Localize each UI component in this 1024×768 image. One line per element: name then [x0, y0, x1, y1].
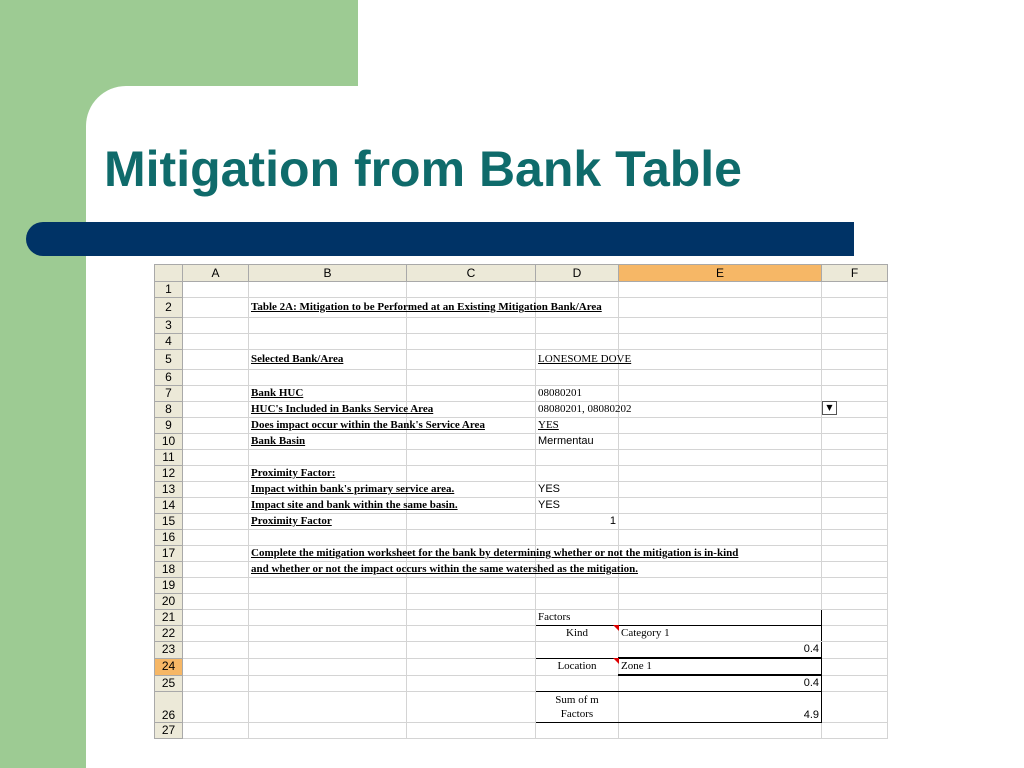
row-header[interactable]: 7: [155, 386, 183, 402]
cell[interactable]: [822, 626, 888, 642]
slide-title: Mitigation from Bank Table: [104, 141, 742, 197]
row-12: [155, 466, 888, 482]
cell[interactable]: [822, 675, 888, 692]
row-3: [155, 318, 888, 334]
column-header-c[interactable]: C: [407, 265, 536, 282]
proximity-factor-value[interactable]: 1: [536, 514, 619, 530]
cell[interactable]: [619, 610, 822, 626]
factors-header[interactable]: Factors: [536, 610, 619, 626]
row-1: [155, 282, 888, 298]
cell[interactable]: [619, 386, 822, 402]
cell[interactable]: [183, 450, 249, 466]
cell[interactable]: [183, 318, 249, 334]
cell[interactable]: [619, 594, 822, 610]
row-header[interactable]: 9: [155, 418, 183, 434]
row-header[interactable]: 24: [155, 658, 183, 675]
sum-factors-label[interactable]: [536, 692, 619, 723]
cell[interactable]: [183, 626, 249, 642]
cell[interactable]: [183, 610, 249, 626]
cell[interactable]: [249, 626, 407, 642]
row-header[interactable]: 27: [155, 723, 183, 739]
cell[interactable]: [619, 418, 822, 434]
column-header-f[interactable]: F: [822, 265, 888, 282]
row-header[interactable]: 21: [155, 610, 183, 626]
cell[interactable]: [407, 450, 536, 466]
cell[interactable]: [183, 418, 249, 434]
cell[interactable]: [619, 450, 822, 466]
hucs-included-label[interactable]: HUC's Included in Banks Service Area: [249, 402, 407, 418]
row-header[interactable]: 19: [155, 578, 183, 594]
row-5: [155, 350, 888, 370]
cell[interactable]: [536, 723, 619, 739]
row-2: [155, 298, 888, 318]
cell[interactable]: [536, 530, 619, 546]
same-basin-value[interactable]: YES: [536, 498, 619, 514]
cell[interactable]: [619, 318, 822, 334]
cell[interactable]: [183, 386, 249, 402]
proximity-factor-label[interactable]: Proximity Factor: [249, 514, 407, 530]
row-header[interactable]: 2: [155, 298, 183, 318]
cell[interactable]: [536, 450, 619, 466]
cell[interactable]: [822, 562, 888, 578]
cell[interactable]: [407, 334, 536, 350]
cell[interactable]: [619, 562, 822, 578]
cell[interactable]: [249, 318, 407, 334]
row-header[interactable]: 14: [155, 498, 183, 514]
sum-factors-value[interactable]: 4.9: [619, 692, 822, 723]
service-area-answer[interactable]: YES: [536, 418, 619, 434]
cell[interactable]: [619, 298, 822, 318]
row-23: [155, 642, 888, 659]
row-8: [155, 402, 888, 418]
cell[interactable]: [183, 642, 249, 659]
cell[interactable]: [407, 370, 536, 386]
cell[interactable]: [407, 318, 536, 334]
cell[interactable]: [183, 546, 249, 562]
cell[interactable]: [183, 370, 249, 386]
bank-basin-label[interactable]: Bank Basin: [249, 434, 407, 450]
row-header[interactable]: 16: [155, 530, 183, 546]
instruction-line-1[interactable]: Complete the mitigation worksheet for the bank by determining whether or not the mitigation is in-kind: [249, 546, 407, 562]
cell[interactable]: [822, 530, 888, 546]
cell[interactable]: [183, 466, 249, 482]
cell[interactable]: [619, 530, 822, 546]
bank-huc-value[interactable]: 08080201: [536, 386, 619, 402]
column-header-row: [155, 265, 888, 282]
cell[interactable]: [249, 334, 407, 350]
cell[interactable]: [822, 318, 888, 334]
row-header[interactable]: 1: [155, 282, 183, 298]
cell[interactable]: [822, 386, 888, 402]
title-underline-bar: [26, 222, 854, 256]
row-header[interactable]: 12: [155, 466, 183, 482]
cell[interactable]: [822, 450, 888, 466]
cell[interactable]: [822, 723, 888, 739]
column-header-e[interactable]: E: [619, 265, 822, 282]
cell[interactable]: [249, 692, 407, 723]
cell[interactable]: [822, 298, 888, 318]
row-22: [155, 626, 888, 642]
location-dropdown-button[interactable]: [822, 401, 837, 415]
row-header[interactable]: 23: [155, 642, 183, 659]
cell[interactable]: [619, 482, 822, 498]
sum-factors-label-line-1: Sum of m: [555, 694, 599, 706]
cell[interactable]: [536, 334, 619, 350]
row-20: [155, 594, 888, 610]
row-header[interactable]: 3: [155, 318, 183, 334]
row-15: [155, 514, 888, 530]
cell[interactable]: [822, 658, 888, 675]
row-21: [155, 610, 888, 626]
cell[interactable]: [536, 642, 619, 659]
cell[interactable]: [183, 298, 249, 318]
cell[interactable]: [249, 370, 407, 386]
location-label[interactable]: Location: [536, 658, 619, 675]
cell[interactable]: [249, 594, 407, 610]
cell[interactable]: [822, 334, 888, 350]
cell[interactable]: [536, 466, 619, 482]
cell[interactable]: [407, 530, 536, 546]
row-9: [155, 418, 888, 434]
row-25: [155, 675, 888, 692]
bank-basin-value[interactable]: Mermentau: [536, 434, 619, 450]
cell[interactable]: [407, 675, 536, 692]
cell[interactable]: [183, 658, 249, 675]
row-13: [155, 482, 888, 498]
row-header[interactable]: 17: [155, 546, 183, 562]
cell[interactable]: [407, 514, 536, 530]
row-18: [155, 562, 888, 578]
spreadsheet-grid: [154, 264, 888, 739]
cell[interactable]: [407, 642, 536, 659]
cell[interactable]: [619, 578, 822, 594]
spreadsheet: [154, 264, 887, 748]
cell[interactable]: [407, 723, 536, 739]
cell[interactable]: [183, 514, 249, 530]
table-title-cell[interactable]: Table 2A: Mitigation to be Performed at an Existing Mitigation Bank/Area: [249, 298, 407, 318]
cell[interactable]: [407, 658, 536, 675]
cell[interactable]: [407, 578, 536, 594]
cell[interactable]: [536, 578, 619, 594]
cell[interactable]: [407, 466, 536, 482]
kind-factor-value[interactable]: 0.4: [619, 642, 822, 659]
row-header[interactable]: 6: [155, 370, 183, 386]
cell[interactable]: [249, 610, 407, 626]
cell[interactable]: [183, 498, 249, 514]
selected-bank-label[interactable]: Selected Bank/Area: [249, 350, 407, 370]
slide-background: [358, 0, 1024, 86]
cell[interactable]: [183, 434, 249, 450]
cell[interactable]: [822, 282, 888, 298]
cell[interactable]: [249, 450, 407, 466]
location-factor-value[interactable]: 0.4: [619, 675, 822, 692]
row-24: [155, 658, 888, 675]
row-header[interactable]: 11: [155, 450, 183, 466]
cell[interactable]: [407, 434, 536, 450]
cell[interactable]: [619, 498, 822, 514]
cell[interactable]: [183, 282, 249, 298]
cell[interactable]: [619, 514, 822, 530]
cell[interactable]: [407, 610, 536, 626]
cell[interactable]: [407, 282, 536, 298]
cell[interactable]: [407, 626, 536, 642]
cell[interactable]: [822, 642, 888, 659]
cell[interactable]: [407, 692, 536, 723]
cell[interactable]: [183, 482, 249, 498]
kind-value[interactable]: Category 1: [619, 626, 822, 642]
cell[interactable]: [619, 334, 822, 350]
cell[interactable]: [183, 675, 249, 692]
cell[interactable]: [822, 350, 888, 370]
row-4: [155, 334, 888, 350]
column-header-a[interactable]: A: [183, 265, 249, 282]
cell[interactable]: [536, 370, 619, 386]
bank-huc-label[interactable]: Bank HUC: [249, 386, 407, 402]
cell[interactable]: [536, 675, 619, 692]
column-header-b[interactable]: B: [249, 265, 407, 282]
cell[interactable]: [619, 370, 822, 386]
selected-bank-value[interactable]: LONESOME DOVE: [536, 350, 619, 370]
row-header[interactable]: 5: [155, 350, 183, 370]
cell[interactable]: [536, 282, 619, 298]
cell[interactable]: [407, 594, 536, 610]
column-header-d[interactable]: D: [536, 265, 619, 282]
row-header[interactable]: 10: [155, 434, 183, 450]
row-17: [155, 546, 888, 562]
cell[interactable]: [183, 578, 249, 594]
cell[interactable]: [619, 434, 822, 450]
cell[interactable]: [183, 562, 249, 578]
row-11: [155, 450, 888, 466]
cell[interactable]: [536, 318, 619, 334]
row-14: [155, 498, 888, 514]
cell[interactable]: [619, 350, 822, 370]
row-header[interactable]: 15: [155, 514, 183, 530]
cell[interactable]: [249, 282, 407, 298]
cell[interactable]: [822, 482, 888, 498]
cell[interactable]: [619, 723, 822, 739]
cell[interactable]: [183, 692, 249, 723]
sum-factors-label-line-2: Factors: [560, 708, 594, 720]
row-26: [155, 692, 888, 723]
hucs-included-value[interactable]: 08080201, 08080202: [536, 402, 619, 418]
proximity-factor-heading[interactable]: Proximity Factor:: [249, 466, 407, 482]
cell[interactable]: [822, 692, 888, 723]
chevron-down-icon: ▼: [826, 403, 833, 412]
service-area-question-label[interactable]: Does impact occur within the Bank's Service Area: [249, 418, 407, 434]
same-basin-label[interactable]: Impact site and bank within the same basin.: [249, 498, 407, 514]
cell[interactable]: [822, 594, 888, 610]
cell[interactable]: [822, 370, 888, 386]
row-header[interactable]: 26: [155, 692, 183, 723]
kind-label[interactable]: Kind: [536, 626, 619, 642]
row-header[interactable]: 20: [155, 594, 183, 610]
select-all-corner[interactable]: [155, 265, 183, 282]
row-header[interactable]: 8: [155, 402, 183, 418]
row-6: [155, 370, 888, 386]
cell[interactable]: [407, 386, 536, 402]
row-10: [155, 434, 888, 450]
cell[interactable]: [536, 594, 619, 610]
cell[interactable]: [249, 658, 407, 675]
primary-service-area-label[interactable]: Impact within bank's primary service area.: [249, 482, 407, 498]
cell[interactable]: [249, 675, 407, 692]
cell[interactable]: [183, 402, 249, 418]
row-header[interactable]: 13: [155, 482, 183, 498]
cell[interactable]: [822, 546, 888, 562]
cell[interactable]: [183, 350, 249, 370]
cell[interactable]: [183, 723, 249, 739]
row-16: [155, 530, 888, 546]
cell[interactable]: [822, 418, 888, 434]
cell[interactable]: [407, 350, 536, 370]
cell[interactable]: [249, 578, 407, 594]
cell[interactable]: [822, 514, 888, 530]
cell[interactable]: [619, 402, 822, 418]
location-value-selected[interactable]: Zone 1: [619, 658, 822, 675]
cell[interactable]: [183, 530, 249, 546]
primary-service-area-value[interactable]: YES: [536, 482, 619, 498]
cell[interactable]: [619, 282, 822, 298]
instruction-line-2[interactable]: and whether or not the impact occurs within the same watershed as the mitigation.: [249, 562, 407, 578]
cell[interactable]: [822, 498, 888, 514]
cell[interactable]: [249, 642, 407, 659]
row-header[interactable]: 18: [155, 562, 183, 578]
row-19: [155, 578, 888, 594]
cell[interactable]: [183, 594, 249, 610]
row-7: [155, 386, 888, 402]
cell[interactable]: [249, 723, 407, 739]
cell[interactable]: [822, 610, 888, 626]
cell[interactable]: [822, 434, 888, 450]
cell[interactable]: [822, 466, 888, 482]
cell[interactable]: [249, 530, 407, 546]
row-header[interactable]: 25: [155, 675, 183, 692]
row-header[interactable]: 22: [155, 626, 183, 642]
cell[interactable]: [183, 334, 249, 350]
cell[interactable]: [822, 578, 888, 594]
row-27: [155, 723, 888, 739]
row-header[interactable]: 4: [155, 334, 183, 350]
cell[interactable]: [619, 466, 822, 482]
